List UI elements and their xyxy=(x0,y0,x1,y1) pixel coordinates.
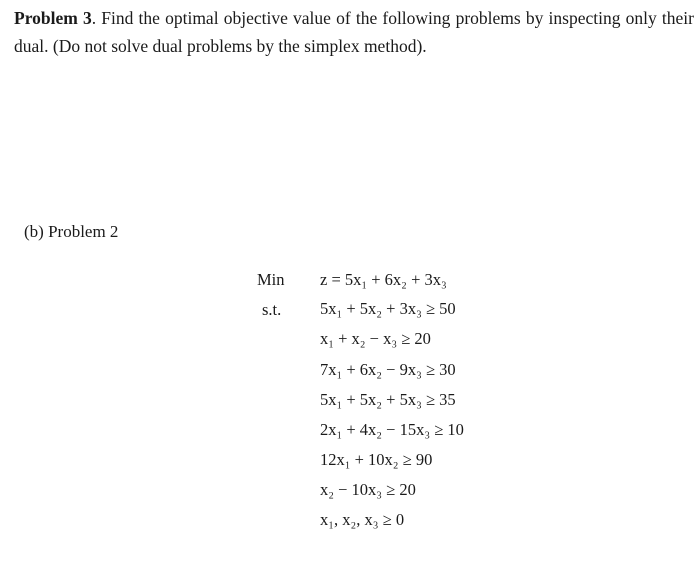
constraint-1: 5x₁ + 5x₂ + 3x₃ ≥ 50 xyxy=(320,299,456,318)
constraint-4: 5x₁ + 5x₂ + 5x₃ ≥ 35 xyxy=(320,390,456,409)
constraint-2: x₁ + x₂ − x₃ ≥ 20 xyxy=(320,329,431,348)
part-label: (b) Problem 2 xyxy=(24,222,119,241)
objective-function: z = 5x₁ + 6x₂ + 3x₃ xyxy=(320,270,447,289)
constraint-3: 7x₁ + 6x₂ − 9x₃ ≥ 30 xyxy=(320,360,456,379)
constraint-6: 12x₁ + 10x₂ ≥ 90 xyxy=(320,450,433,469)
problem-text: . Find the optimal objective value of the following problems by inspecting only their dual. (Do not solve dual problems by the simplex method). xyxy=(14,8,694,56)
objective-label: Min xyxy=(257,270,285,289)
constraint-5: 2x₁ + 4x₂ − 15x₃ ≥ 10 xyxy=(320,420,464,439)
problem-heading: Problem 3 xyxy=(14,8,92,28)
problem-statement xyxy=(14,4,694,60)
nonnegativity-constraint: x₁, x₂, x₃ ≥ 0 xyxy=(320,510,405,529)
constraint-7: x₂ − 10x₃ ≥ 20 xyxy=(320,480,416,499)
constraint-label: s.t. xyxy=(262,300,282,319)
